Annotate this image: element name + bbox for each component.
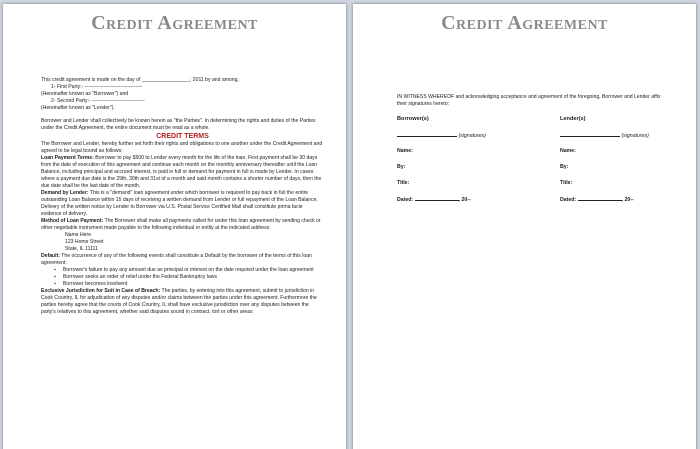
lender-dated	[560, 196, 690, 212]
borrower-dated-rule	[415, 196, 459, 201]
lender-signature-column	[560, 116, 690, 212]
document-page-1	[3, 4, 346, 449]
credit-terms-heading: CREDIT TERMS	[156, 133, 209, 140]
lender-signature-line	[560, 132, 690, 148]
document-title: Credit Agreement	[91, 12, 258, 34]
default-clause	[41, 253, 324, 267]
lender-dated-suffix: , 20--	[621, 197, 634, 203]
default-bullet-2: ▪ Borrower seeks an order of relief under the Federal Bankruptcy laws	[41, 274, 324, 281]
lender-title: Title:	[560, 180, 573, 186]
lender-name: Name:	[560, 148, 576, 154]
intro-line: This credit agreement is made on the day of _________________; 2011 by and among,	[41, 77, 239, 83]
jurisdiction-clause	[41, 288, 324, 316]
lender-signatures-label: (signatures)	[621, 133, 649, 139]
jurisdiction-text: The parties, by entering into this agreement, submit to jurisdiction in Cook Country, IL for adjudication of any disputes and/or claims between the parties under this agreement. Furthermore the parties hereby agree that the courts of Cook Country, IL shall have exclusive jurisdiction over any disputes between the party's relatives to this agreement, whether said disputes sound in contract, tort or other areas	[41, 288, 317, 315]
method-text: The Borrower shall make all payments called for under this loan agreement by sending check or other negotiable instrument made payable to the following individual or entity at the indicated address:	[41, 218, 321, 231]
borrower-name: Name:	[397, 148, 413, 154]
borrower-signature-column	[397, 116, 527, 212]
lender-heading: Lender(s)	[560, 116, 586, 122]
address-name: Name Here	[65, 232, 92, 238]
document-page-2	[353, 4, 696, 449]
method-of-payment	[41, 218, 324, 232]
borrower-dated-suffix: , 20--	[458, 197, 471, 203]
demand-label: Demand by Lender:	[41, 190, 89, 196]
borrower-by: By:	[397, 164, 406, 170]
party-2-known: (Hereinafter known as "Lender").	[41, 105, 115, 111]
lender-signature-rule	[560, 132, 620, 137]
loan-payment-text: Borrower to pay $500 to Lender every month for the life of the loan. First payment shall be 30 days from the date of execution of this agreement and continue each month on the monthly anniversary thereafter until the Loan Balance, including principal and accrued interest, is paid in full or demand for payment in full is made by Lender. In cases where a payment due date is the 29th, 30th and 31st of a month and said month contains a shorter number of days, then the due date shall be the last date of the month.	[41, 155, 322, 189]
jurisdiction-label: Exclusive Jurisdiction for Suit in Case of Breach:	[41, 288, 161, 294]
loan-payment-terms	[41, 155, 324, 190]
default-bullet-3: ▪ Borrower becomes insolvent	[41, 281, 324, 288]
borrower-dated	[397, 196, 527, 212]
credit-terms-intro: The Borrower and Lender, hereby further set forth their rights and obligations to one another under the Credit Agreement and agreed to be legal bound as follows:	[41, 141, 323, 154]
party-2-line: 2- Second Party:- -------------------------------	[51, 98, 145, 104]
address-street: 123 Home Street	[65, 239, 104, 245]
method-label: Method of Loan Payment:	[41, 218, 104, 224]
default-bullet-1: ▪ Borrower's failure to pay any amount due as principal or interest on the date required under the loan agreement	[41, 267, 324, 274]
lender-dated-label: Dated:	[560, 197, 577, 203]
parties-paragraph: Borrower and Lender shall collectively be known herein as "the Parties". In determining the rights and duties of the Parties under the Credit Agreement, the entire document must be read as a whole.	[41, 118, 316, 131]
default-label: Default:	[41, 253, 60, 259]
borrower-signatures-label: (signatures)	[458, 133, 486, 139]
witness-paragraph: IN WITNESS WHEREOF and acknowledging acceptance and agreement of the foregoing, Borrower and Lender affix their signatures hereto:	[397, 94, 661, 107]
borrower-signature-line	[397, 132, 527, 148]
document-body	[41, 77, 324, 316]
party-1-line: 1- First Party:- ----------------------------------	[51, 84, 143, 90]
address-city: State, IL 11111	[65, 246, 98, 252]
borrower-heading: Borrower(s)	[397, 116, 429, 122]
borrower-signature-rule	[397, 132, 457, 137]
document-title-2: Credit Agreement	[441, 12, 608, 34]
party-1-known: (Hereinafter known as "Borrower") and	[41, 91, 129, 97]
demand-text: This is a "demand" loan agreement under which borrower is required to pay back in full the entire outstanding Loan Balance within 15 days of receiving a written demand from Lender or full repayment of the Loan Balance. Delivery of the written notice by Lender to Borrower via U.S. Postal Service Certified Mail shall constitute prima facie evidence of delivery.	[41, 190, 318, 217]
loan-payment-label: Loan Payment Terms:	[41, 155, 94, 161]
demand-by-lender	[41, 190, 324, 218]
borrower-dated-label: Dated:	[397, 197, 414, 203]
borrower-title: Title:	[397, 180, 410, 186]
lender-by: By:	[560, 164, 569, 170]
default-text: The occurrence of any of the following events shall constitute a Default by the borrower of the terms of this loan agreement:	[41, 253, 312, 266]
lender-dated-rule	[578, 196, 622, 201]
